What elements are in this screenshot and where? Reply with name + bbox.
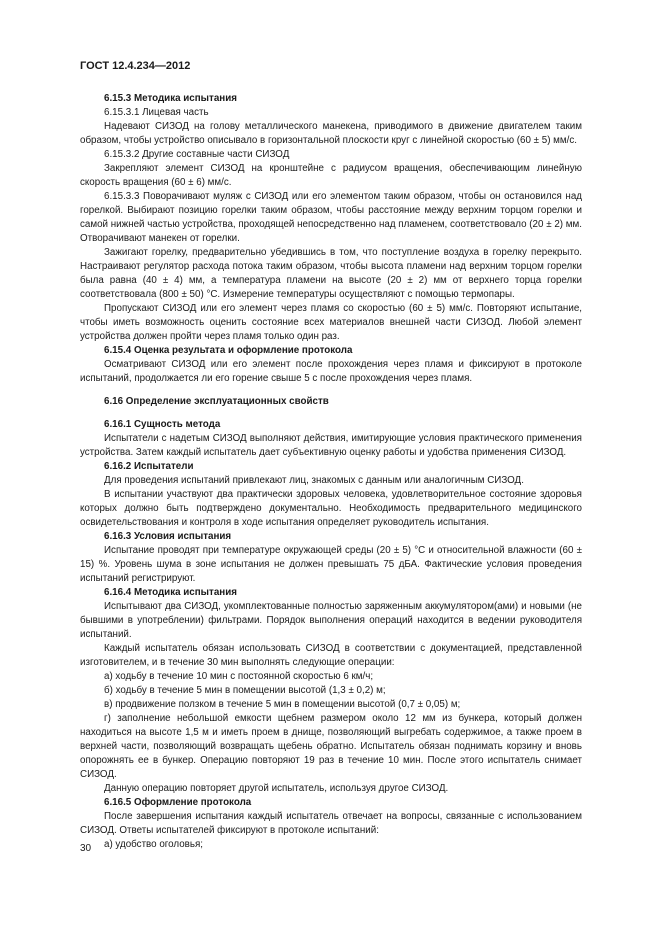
paragraph: Каждый испытатель обязан использовать СИЗОД в соответствии с документацией, представленной изготовителем, и в течение 30 мин выполнять следующие операции: [80,643,582,668]
paragraph: Осматривают СИЗОД или его элемент после прохождения через пламя и фиксируют в протоколе испытаний, продолжается ли его горение свыше 5 с после прохождения через пламя. [80,359,582,384]
paragraph: Для проведения испытаний привлекают лиц, знакомых с данным или аналогичным СИЗОД. [104,475,524,486]
section-spacer [80,386,582,395]
section-spacer [80,409,582,418]
list-item: а) удобство оголовья; [104,839,203,850]
list-item: а) ходьбу в течение 10 мин с постоянной скоростью 6 км/ч; [104,671,374,682]
paragraph: Пропускают СИЗОД или его элемент через пламя со скоростью (60 ± 5) мм/с. Повторяют испытание, чтобы иметь возможность оценить состояние всех материалов внешней части СИЗОД. Любой элемент устройства должен пройти через пламя только один раз. [80,303,582,342]
section-heading: 6.16.3 Условия испытания [104,531,232,542]
paragraph: Закрепляют элемент СИЗОД на кронштейне с радиусом вращения, обеспечивающим линейную скорость вращения (60 ± 6) мм/с. [80,163,582,188]
paragraph: Испытание проводят при температуре окружающей среды (20 ± 5) °С и относительной влажности (60 ± 15) %. Уровень шума в зоне испытания не должен превышать 75 дБА. Фактические условия проведения испытаний регистрируют. [80,545,582,584]
paragraph: Испытатели с надетым СИЗОД выполняют действия, имитирующие условия практического применения устройства. Затем каждый испытатель дает субъективную оценку работы и удобства применения СИЗОД. [80,433,582,458]
section-heading: 6.16 Определение эксплуатационных свойств [104,396,329,407]
list-item: 6.15.3.1 Лицевая часть [104,107,209,118]
paragraph: Испытывают два СИЗОД, укомплектованные полностью заряженным аккумулятором(ами) и новыми (не бывшими в употреблении) фильтрами. Порядок выполнения операций находится в ведении руководителя испытаний. [80,601,582,640]
paragraph: Надевают СИЗОД на голову металлического манекена, приводимого в движение двигателем таким образом, чтобы устройство описывало в горизонтальной плоскости круг с линейной скоростью (60 ± 5) мм/с. [80,121,582,146]
paragraph: После завершения испытания каждый испытатель отвечает на вопросы, связанные с использованием СИЗОД. Ответы испытателей фиксируют в протоколе испытаний: [80,811,582,836]
list-item: б) ходьбу в течение 5 мин в помещении высотой (1,3 ± 0,2) м; [104,685,386,696]
section-heading: 6.15.3 Методика испытания [104,93,237,104]
paragraph: г) заполнение небольшой емкости щебнем размером около 12 мм из бункера, который должен находиться на высоте 1,5 м и иметь проем в днище, позволяющий выгребать содержимое, а также проем в верхней части, позволяющий возвращать щебень обратно. Испытатель обязан поднимать корзину и вновь опорожнять ее в бункер. Операцию повторяют 19 раз в течение 10 мин. После этого испытатель снимает СИЗОД. [80,713,582,780]
section-heading: 6.16.2 Испытатели [104,461,194,472]
paragraph: В испытании участвуют два практически здоровых человека, удовлетворительное состояние здоровья которых должно быть подтверждено документально. Необходимость предварительного медицинского освидетельствования и контроля в ходе испытания определяет руководитель испытания. [80,489,582,528]
page-number: 30 [80,843,92,854]
section-heading: 6.16.1 Сущность метода [104,419,221,430]
section-heading: 6.15.4 Оценка результата и оформление протокола [104,345,353,356]
document-body [80,92,582,852]
paragraph: Данную операцию повторяет другой испытатель, используя другое СИЗОД. [104,783,449,794]
paragraph: 6.15.3.3 Поворачивают муляж с СИЗОД или его элементом таким образом, чтобы он остановился над горелкой. Выбирают позицию горелки таким образом, чтобы расстояние между верхним торцом горелки и самой нижней частью устройства, проходящей непосредственно над пламенем, соответствовало (20 ± 2) мм. Отворачивают манекен от горелки. [80,191,582,244]
section-heading: 6.16.4 Методика испытания [104,587,237,598]
list-item: в) продвижение ползком в течение 5 мин в помещении высотой (0,7 ± 0,05) м; [104,699,461,710]
section-heading: 6.16.5 Оформление протокола [104,797,252,808]
list-item: 6.15.3.2 Другие составные части СИЗОД [104,149,290,160]
document-header: ГОСТ 12.4.234—2012 [80,60,191,72]
paragraph: Зажигают горелку, предварительно убедившись в том, что поступление воздуха в горелку перекрыто. Настраивают регулятор расхода потока таким образом, чтобы высота пламени над верхним торцом горелки была равна (40 ± 4) мм, а температура пламени на высоте (20 ± 2) мм от верхнего торца горелки соответствовала (800 ± 50) °С. Измерение температуры осуществляют с помощью термопары. [80,247,582,300]
